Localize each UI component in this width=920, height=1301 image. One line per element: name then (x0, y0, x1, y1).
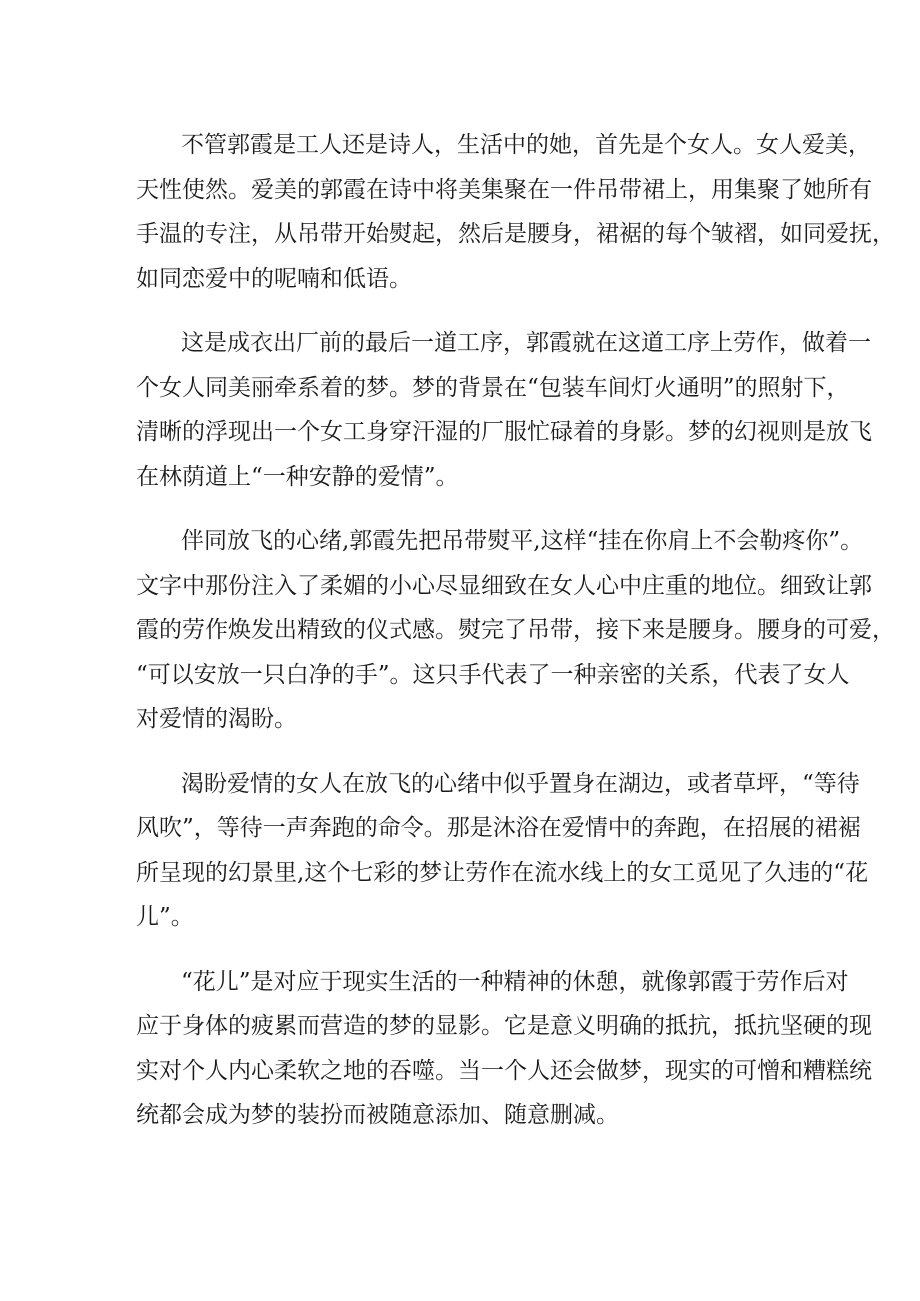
text-line: 渴盼爱情的女人在放飞的心绪中似乎置身在湖边，或者草坪，“等待 (181, 770, 860, 797)
text-line: 所呈现的幻景里,这个七彩的梦让劳作在流水线上的女工觅见了久违的“花 (136, 859, 869, 886)
text-line: 风吹”，等待一声奔跑的命令。那是沐浴在爱情中的奔跑，在招展的裙裾 (136, 815, 861, 841)
paragraph-2 (136, 321, 872, 499)
text-line: 个女人同美丽牵系着的梦。梦的背景在“包装车间灯火通明”的照射下， (136, 374, 850, 401)
document-body (136, 123, 895, 1158)
text-line: 手温的专注，从吊带开始熨起，然后是腰身，裙裾的每个皱褶，如同爱抚， (136, 221, 895, 247)
text-line: 对爱情的渴盼。 (136, 706, 297, 732)
paragraph-1 (136, 123, 895, 301)
text-line: 伴同放飞的心绪,郭霞先把吊带熨平,这样“挂在你肩上不会勒疼你”。 (181, 528, 864, 554)
text-line: “可以安放一只白净的手”。这只手代表了一种亲密的关系，代表了女人 (136, 661, 850, 688)
text-line: 应于身体的疲累而营造的梦的显影。它是意义明确的抵抗，抵抗坚硬的现 (136, 1013, 872, 1039)
text-line: 清晰的浮现出一个女工身穿汗湿的厂服忙碌着的身影。梦的幻视则是放飞 (136, 419, 872, 445)
text-line: 如同恋爱中的呢喃和低语。 (136, 265, 412, 292)
text-line: 天性使然。爱美的郭霞在诗中将美集聚在一件吊带裙上，用集聚了她所有 (136, 176, 872, 203)
paragraph-4 (136, 762, 869, 940)
text-line: 儿”。 (136, 904, 194, 930)
text-line: 不管郭霞是工人还是诗人，生活中的她，首先是个女人。女人爱美， (181, 132, 871, 158)
text-line: 霞的劳作焕发出精致的仪式感。熨完了吊带，接下来是腰身。腰身的可爱， (136, 617, 895, 643)
text-line: 这是成衣出厂前的最后一道工序，郭霞就在这道工序上劳作，做着一 (181, 330, 871, 356)
text-line: 统都会成为梦的装扮而被随意添加、随意删减。 (136, 1102, 619, 1128)
paragraph-5 (136, 960, 872, 1138)
paragraph-3 (136, 519, 895, 742)
text-line: “花儿”是对应于现实生活的一种精神的休憩，就像郭霞于劳作后对 (181, 968, 849, 995)
text-line: 在林荫道上“一种安静的爱情”。 (136, 463, 459, 490)
text-line: 实对个人内心柔软之地的吞噬。当一个人还会做梦，现实的可憎和糟糕统 (136, 1057, 872, 1084)
text-line: 文字中那份注入了柔媚的小心尽显细致在女人心中庄重的地位。细致让郭 (136, 572, 872, 599)
